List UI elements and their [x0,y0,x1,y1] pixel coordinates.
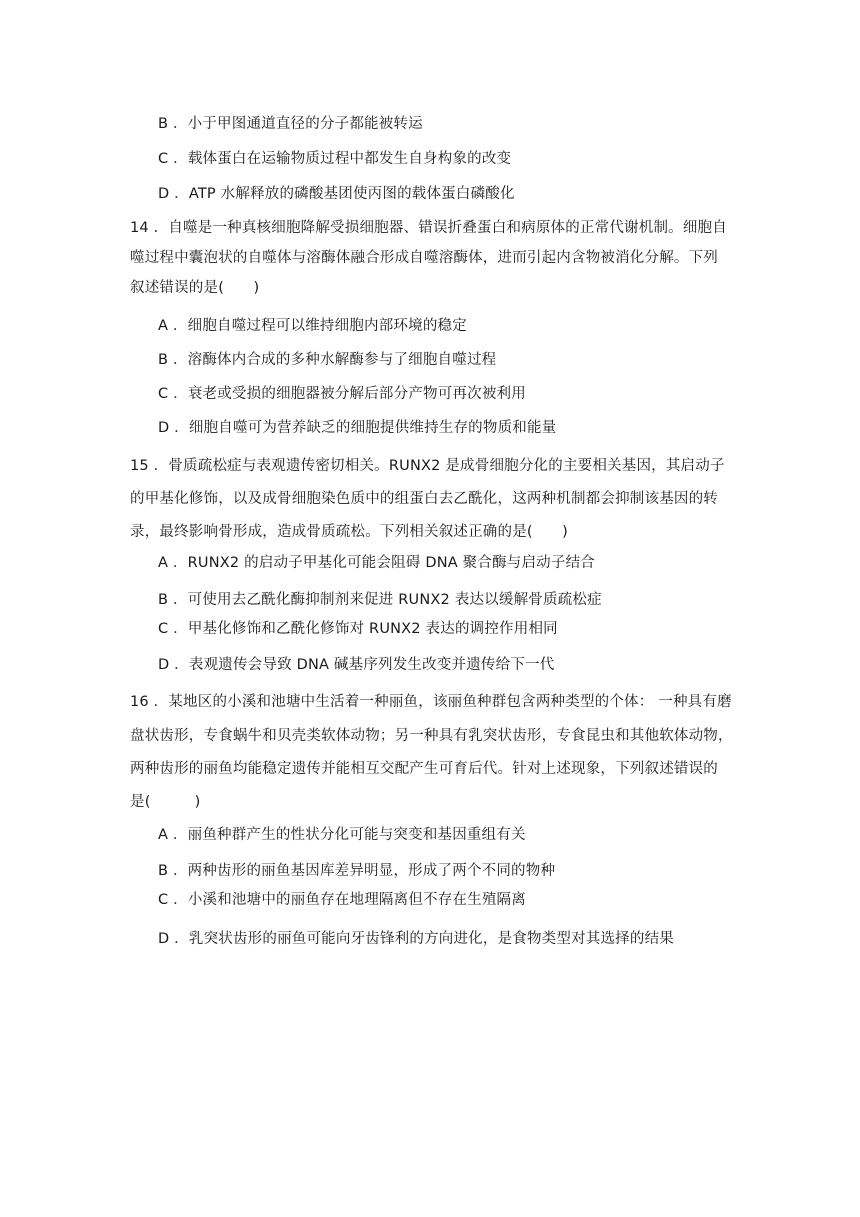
question-stem-line: 录，最终影响骨形成，造成骨质疏松。下列相关叙述正确的是( ) [130,524,569,540]
option-d: D ．细胞自噬可为营养缺乏的细胞提供维持生存的物质和能量 [158,420,557,436]
question-stem-line: 盘状齿形，专食蜗牛和贝壳类软体动物；另一种具有乳突状齿形，专食昆虫和其他软体动物， [130,728,733,744]
option-a: A ．细胞自噬过程可以维持细胞内部环境的稳定 [158,318,467,334]
option-b: B ．溶酶体内合成的多种水解酶参与了细胞自噬过程 [158,352,497,368]
question-stem-line: 是( ) [130,794,201,810]
option-c: C ．小溪和池塘中的丽鱼存在地理隔离但不存在生殖隔离 [158,892,526,908]
option-b: B ．可使用去乙酰化酶抑制剂来促进 RUNX2 表达以缓解骨质疏松症 [158,592,602,608]
option-b: B ．小于甲图通道直径的分子都能被转运 [158,116,423,132]
option-c: C ．载体蛋白在运输物质过程中都发生自身构象的改变 [158,151,512,167]
option-d: D ．表观遗传会导致 DNA 碱基序列发生改变并遗传给下一代 [158,657,555,673]
option-b: B ．两种齿形的丽鱼基因库差异明显，形成了两个不同的物种 [158,863,556,879]
question-stem-line: 16 ．某地区的小溪和池塘中生活着一种丽鱼，该丽鱼种群包含两种类型的个体： 一种具有磨 [130,694,732,710]
option-c: C ．甲基化修饰和乙酰化修饰对 RUNX2 表达的调控作用相同 [158,621,558,637]
question-stem-line: 15 ．骨质疏松症与表观遗传密切相关。RUNX2 是成骨细胞分化的主要相关基因，其启动子 [130,458,725,474]
option-a: A ．RUNX2 的启动子甲基化可能会阻碍 DNA 聚合酶与启动子结合 [158,555,595,571]
question-stem-line: 的甲基化修饰，以及成骨细胞染色质中的组蛋白去乙酰化，这两种机制都会抑制该基因的转 [130,491,718,507]
question-stem-line: 叙述错误的是( ) [130,280,260,296]
option-d: D ．乳突状齿形的丽鱼可能向牙齿锋利的方向进化，是食物类型对其选择的结果 [158,931,674,947]
question-stem-line: 14 ．自噬是一种真核细胞降解受损细胞器、错误折叠蛋白和病原体的正常代谢机制。细胞自 [130,220,727,236]
option-a: A ．丽鱼种群产生的性状分化可能与突变和基因重组有关 [158,827,526,843]
question-stem-line: 噬过程中囊泡状的自噬体与溶酶体融合形成自噬溶酶体，进而引起内含物被消化分解。下列 [130,250,718,266]
question-stem-line: 两种齿形的丽鱼均能稳定遗传并能相互交配产生可育后代。针对上述现象，下列叙述错误的 [130,761,718,777]
option-c: C ．衰老或受损的细胞器被分解后部分产物可再次被利用 [158,386,526,402]
option-d: D ．ATP 水解释放的磷酸基团使丙图的载体蛋白磷酸化 [158,186,515,202]
